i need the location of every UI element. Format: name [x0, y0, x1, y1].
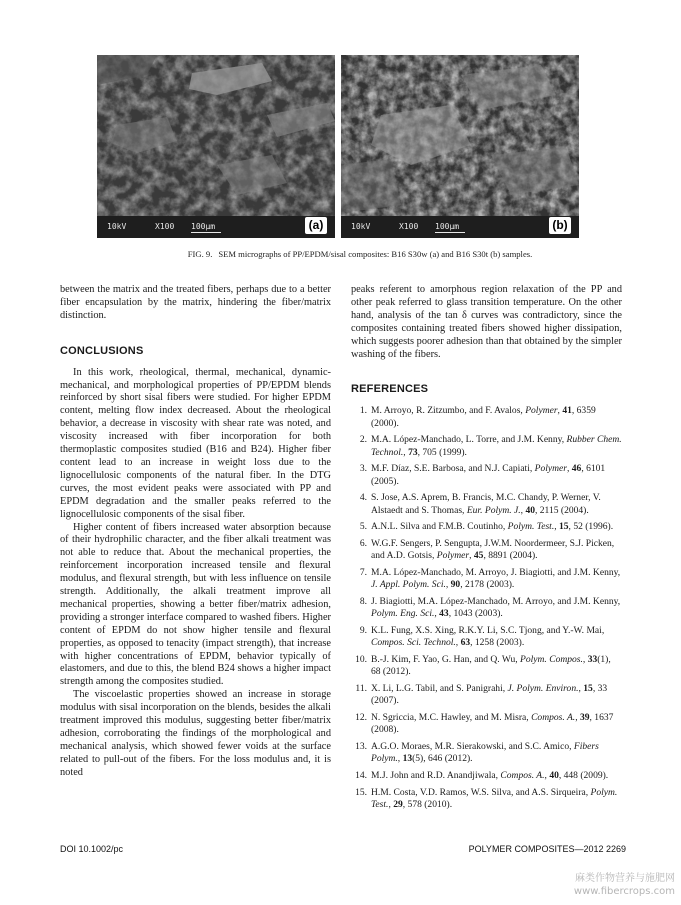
voltage-label-b: 10kV — [351, 222, 371, 231]
footer-journal-page: POLYMER COMPOSITES—2012 2269 — [468, 844, 626, 854]
scale-label-a: 100μm — [191, 222, 216, 231]
reference-journal: Polymer — [525, 405, 558, 417]
reference-number: 2. — [359, 434, 367, 446]
reference-details: , 2178 (2003). — [460, 579, 515, 591]
reference-number: 12. — [355, 712, 367, 724]
reference-item: 7. M.A. López-Manchado, M. Arroyo, J. Biagiotti, and J.M. Kenny, J. Appl. Polym. Sci., 90, 2178 (2003). — [351, 567, 622, 591]
sem-micrograph-a — [97, 55, 335, 238]
reference-authors: N. Sgriccia, M.C. Hawley, and M. Misra, — [371, 712, 532, 724]
reference-number: 13. — [355, 741, 367, 753]
scale-bar-b — [435, 232, 465, 233]
sem-info-bar-a — [97, 216, 335, 238]
reference-volume: 45 — [473, 550, 484, 562]
reference-details: , 448 (2009). — [558, 770, 609, 782]
reference-journal: Compos. A. — [531, 712, 576, 724]
reference-item: 6. W.G.F. Sengers, P. Sengupta, J.W.M. Noordermeer, S.J. Picken, and A.D. Gotsis, Polymer, 45, 8891 (2004). — [351, 538, 622, 562]
reference-journal: J. Appl. Polym. Sci. — [371, 579, 446, 591]
conclusions-paragraph-3: The viscoelastic properties showed an increase in storage modulus with sisal incorporation on the blends, besides the alkali treatment improved this modulus, suggesting better fiber/matrix adhesion, corroborating the findings of the morphological and mechanical analysis, which showed fewer voids at the surface related to pull-out of the fibers. For the loss modulus and, it is noted — [60, 689, 331, 778]
reference-authors: H.M. Costa, V.D. Ramos, W.S. Silva, and A.S. Sirqueira, — [371, 786, 591, 798]
reference-item: 5. A.N.L. Silva and F.M.B. Coutinho, Polym. Test., 15, 52 (1996). — [351, 521, 622, 533]
watermark — [574, 872, 675, 898]
reference-details: , 705 (1999). — [417, 446, 467, 458]
reference-number: 15. — [355, 786, 367, 798]
reference-details: , 1637 (2008). — [371, 712, 614, 736]
reference-number: 9. — [359, 625, 367, 637]
reference-journal: J. Polym. Environ. — [507, 683, 579, 695]
right-column — [351, 284, 622, 816]
reference-volume: 33 — [587, 654, 598, 666]
reference-details: , 52 (1996). — [568, 521, 614, 533]
conclusions-paragraph-2: Higher content of fibers increased water absorption because of their hydrophilic character, and the fiber alkali treatment was not able to reduce that. About the mechanical properties, the reinforcement incorporation increased tensile and flexural modulus, and flexural strength, but with less influence on tensile strength. Additionally, the alkali treatment improve all mechanical properties, showing a better fiber/matrix adhesion, providing a stronger interface compared to washed fibers. Higher content of EPDM do not show higher tensile and flexural properties, as opposed to tenacity (impact strength), that increase with higher concentrations of EPDM, behavior typically of elastomers, and due to this, the blend B24 shows a higher impact strength among the composites studied. — [60, 521, 331, 688]
reference-authors: A.N.L. Silva and F.M.B. Coutinho, — [371, 521, 508, 533]
reference-details: , 1043 (2003). — [448, 608, 503, 620]
panel-tag-b: (b) — [549, 217, 571, 234]
references-list — [351, 405, 622, 811]
reference-details: , 8891 (2004). — [483, 550, 538, 562]
reference-volume: 40 — [525, 504, 535, 516]
reference-authors: S. Jose, A.S. Aprem, B. Francis, M.C. Chandy, P. Werner, V. Alstaedt and S. Thomas, — [371, 492, 601, 516]
watermark-line-2: www.fibercrops.com — [573, 886, 675, 897]
reference-journal: Polymer — [436, 550, 470, 562]
panel-tag-a: (a) — [305, 217, 327, 234]
magnification-label-b: X100 — [399, 222, 419, 231]
references-heading: REFERENCES — [351, 383, 429, 396]
reference-volume: 13 — [402, 753, 413, 765]
reference-details: , 578 (2010). — [402, 799, 453, 811]
sem-info-bar-b — [341, 216, 579, 238]
footer-doi: DOI 10.1002/pc — [60, 844, 124, 854]
reference-volume: 15 — [559, 521, 569, 533]
reference-journal: Polym. Compos. — [520, 654, 583, 666]
reference-authors: M.F. Díaz, S.E. Barbosa, and N.J. Capiati, — [371, 463, 535, 475]
reference-authors: X. Li, L.G. Tabil, and S. Panigrahi, — [371, 683, 508, 695]
reference-details: , 1258 (2003). — [470, 637, 525, 649]
sem-figure — [97, 55, 581, 238]
reference-authors: B.-J. Kim, F. Yao, G. Han, and Q. Wu, — [371, 654, 521, 666]
scale-label-b: 100μm — [435, 222, 460, 231]
figure-caption — [60, 249, 660, 259]
reference-journal: Polym. Test. — [371, 786, 618, 811]
reference-details: , 2115 (2004). — [534, 504, 589, 516]
reference-number: 10. — [355, 654, 367, 666]
reference-journal: Rubber Chem. Technol. — [371, 434, 622, 458]
reference-authors: M.A. López-Manchado, M. Arroyo, J. Biagiotti, and J.M. Kenny, — [371, 567, 621, 579]
reference-journal: Compos. Sci. Technol. — [371, 637, 456, 649]
reference-details: , 6359 (2000). — [371, 405, 596, 429]
reference-journal: Fibers Polym. — [371, 741, 599, 765]
reference-number: 6. — [359, 538, 367, 550]
sem-image-a — [97, 55, 335, 238]
reference-volume: 40 — [549, 770, 559, 782]
reference-volume: 39 — [579, 712, 590, 724]
sem-image-b — [341, 55, 579, 238]
reference-number: 4. — [359, 492, 367, 504]
reference-item: 8. J. Biagiotti, M.A. López-Manchado, M. Arroyo, and J.M. Kenny, Polym. Eng. Sci., 43, 1043 (2003). — [351, 596, 622, 620]
reference-volume: 29 — [393, 799, 403, 811]
figure-caption-text: SEM micrographs of PP/EPDM/sisal composites: B16 S30w (a) and B16 S30t (b) samples. — [218, 249, 533, 259]
left-column — [60, 284, 331, 780]
reference-volume: 46 — [571, 463, 582, 475]
reference-volume: 15 — [583, 683, 593, 695]
reference-item: 1. M. Arroyo, R. Zitzumbo, and F. Avalos, Polymer, 41, 6359 (2000). — [351, 405, 622, 429]
voltage-label-a: 10kV — [107, 222, 127, 231]
reference-item: 15. H.M. Costa, V.D. Ramos, W.S. Silva, and A.S. Sirqueira, Polym. Test., 29, 578 (2010). — [351, 787, 622, 811]
reference-volume: 73 — [408, 446, 418, 458]
reference-journal: Polymer — [534, 463, 567, 475]
reference-details: (1), 68 (2012). — [371, 654, 611, 678]
reference-number: 14. — [355, 770, 367, 782]
reference-authors: M. Arroyo, R. Zitzumbo, and F. Avalos, — [371, 405, 526, 417]
reference-authors: M.J. John and R.D. Anandjiwala, — [371, 770, 501, 782]
reference-item: 10. B.-J. Kim, F. Yao, G. Han, and Q. Wu, Polym. Compos., 33(1), 68 (2012). — [351, 654, 622, 678]
conclusions-heading: CONCLUSIONS — [60, 344, 144, 357]
reference-item: 3. M.F. Díaz, S.E. Barbosa, and N.J. Capiati, Polymer, 46, 6101 (2005). — [351, 463, 622, 487]
continued-paragraph: peaks referent to amorphous region relaxation of the PP and other peak referred to glass transition temperature. On the other hand, analysis of the tan δ curves was contradictory, since the composites containing treated fibers showed higher dissipation, which suggests poorer adhesion than that obtained by the simpler washing of the fibers. — [351, 284, 622, 360]
reference-volume: 90 — [450, 579, 461, 591]
reference-item: 12. N. Sgriccia, M.C. Hawley, and M. Misra, Compos. A., 39, 1637 (2008). — [351, 712, 622, 736]
reference-journal: Compos. A. — [500, 770, 545, 782]
reference-item: 11. X. Li, L.G. Tabil, and S. Panigrahi, J. Polym. Environ., 15, 33 (2007). — [351, 683, 622, 707]
watermark-line-1: 麻类作物营养与施肥网 — [575, 873, 675, 884]
reference-number: 1. — [359, 405, 367, 417]
reference-journal: Polym. Test. — [507, 521, 555, 533]
reference-details: (5), 646 (2012). — [412, 753, 473, 765]
reference-volume: 63 — [460, 637, 471, 649]
reference-details: , 6101 (2005). — [371, 463, 606, 487]
reference-details: , 33 (2007). — [371, 683, 608, 707]
reference-volume: 41 — [562, 405, 572, 417]
conclusions-paragraph-1: In this work, rheological, thermal, mechanical, dynamic-mechanical, and morphological properties of PP/EPDM blends reinforced by short sisal fibers were studied. For higher EPDM content, melting flow index decreased. About the rheological behavior, a decrease in viscosity with shear rate was noted, and viscosity increased with fiber incorporation for both thermoplastic composites studied (B16 and B24). Higher fiber content lead to an increase in weight loss due to the lignocellulosic components of the natural fiber. In the DTG curves, the most evident peaks were associated with PP and EPDM degradation and the smaller peaks referred to the lignocellulosic components of the sisal fiber. — [60, 366, 331, 520]
reference-item: 9. K.L. Fung, X.S. Xing, R.K.Y. Li, S.C. Tjong, and Y.-W. Mai, Compos. Sci. Technol., 63, 1258 (2003). — [351, 625, 622, 649]
reference-item: 4. S. Jose, A.S. Aprem, B. Francis, M.C. Chandy, P. Werner, V. Alstaedt and S. Thomas, Eur. Polym. J., 40, 2115 (2004). — [351, 492, 622, 516]
sem-micrograph-b — [341, 55, 579, 238]
reference-number: 5. — [359, 521, 367, 533]
magnification-label-a: X100 — [155, 222, 175, 231]
reference-item: 2. M.A. López-Manchado, L. Torre, and J.M. Kenny, Rubber Chem. Technol., 73, 705 (1999). — [351, 434, 622, 458]
reference-number: 3. — [359, 463, 367, 475]
reference-authors: A.G.O. Moraes, M.R. Sierakowski, and S.C. Amico, — [371, 741, 574, 753]
reference-authors: M.A. López-Manchado, L. Torre, and J.M. Kenny, — [371, 434, 567, 446]
carryover-paragraph: between the matrix and the treated fibers, perhaps due to a better fiber encapsulation by the matrix, hindering the fiber/matrix distinction. — [60, 284, 331, 321]
reference-authors: W.G.F. Sengers, P. Sengupta, J.W.M. Noordermeer, S.J. Picken, and A.D. Gotsis, — [371, 538, 615, 562]
reference-authors: K.L. Fung, X.S. Xing, R.K.Y. Li, S.C. Tjong, and Y.-W. Mai, — [371, 625, 605, 637]
scale-bar-a — [191, 232, 221, 233]
reference-journal: Eur. Polym. J. — [466, 504, 521, 516]
reference-volume: 43 — [439, 608, 449, 620]
reference-number: 8. — [359, 596, 367, 608]
reference-item: 13. A.G.O. Moraes, M.R. Sierakowski, and S.C. Amico, Fibers Polym., 13(5), 646 (2012). — [351, 741, 622, 765]
reference-number: 7. — [359, 567, 367, 579]
reference-number: 11. — [355, 683, 367, 695]
reference-item: 14. M.J. John and R.D. Anandjiwala, Compos. A., 40, 448 (2009). — [351, 770, 622, 782]
reference-journal: Polym. Eng. Sci. — [371, 608, 435, 620]
reference-authors: J. Biagiotti, M.A. López-Manchado, M. Arroyo, and J.M. Kenny, — [371, 596, 621, 608]
figure-number: FIG. 9. — [187, 249, 213, 259]
